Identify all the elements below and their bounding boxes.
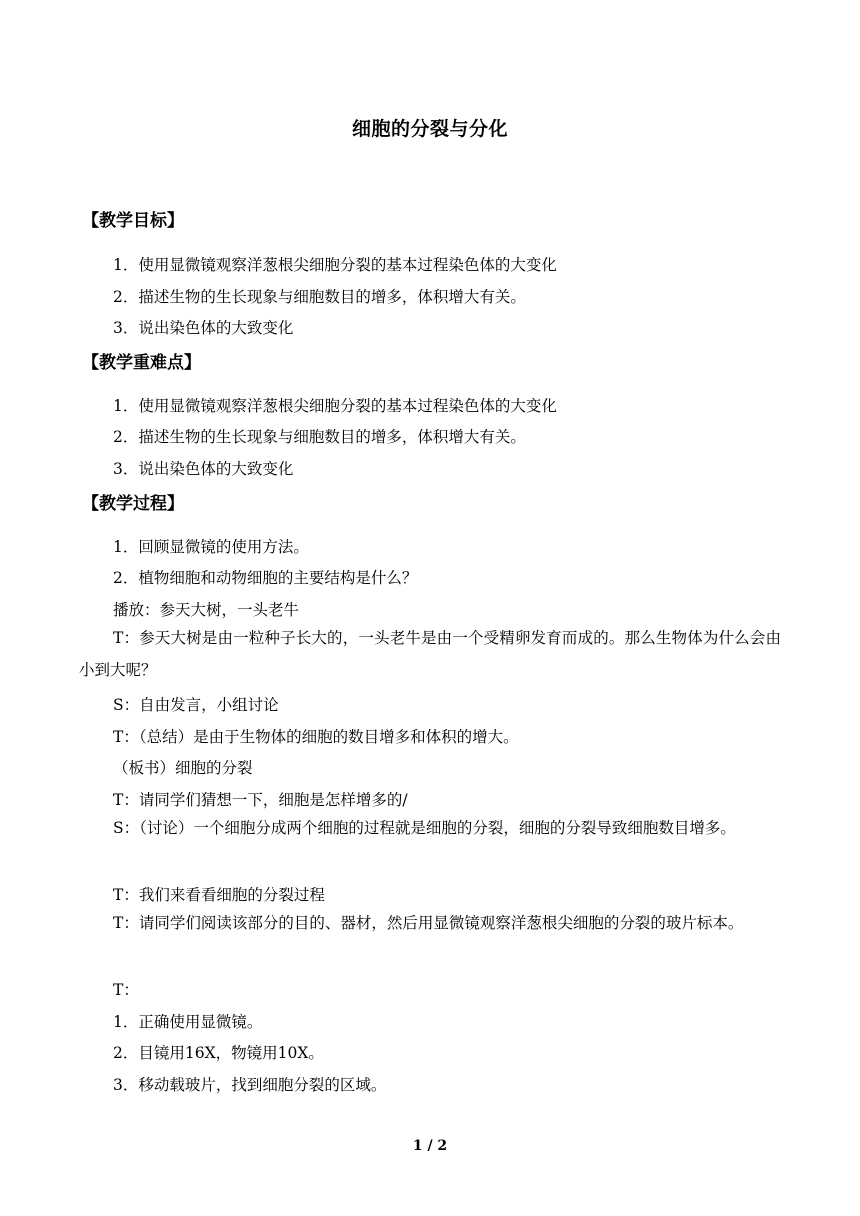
process-line: 2．目镜用16X，物镜用10X。 [113,1044,324,1062]
process-line: S：自由发言，小组讨论 [113,696,279,714]
process-line: 播放：参天大树，一头老牛 [113,601,300,619]
process-paragraph: S：（讨论）一个细胞分成两个细胞的过程就是细胞的分裂，细胞的分裂导致细胞数目增多。 [113,819,736,837]
list-item: 3．说出染色体的大致变化 [113,319,294,337]
process-line: T： [113,981,139,999]
process-line: T：请同学们猜想一下，细胞是怎样增多的/ [113,791,408,809]
section-heading-key-points: 【教学重难点】 [82,353,201,373]
list-item: 2．描述生物的生长现象与细胞数目的增多，体积增大有关。 [113,428,526,446]
process-line: （板书）细胞的分裂 [113,759,253,777]
process-line: 1．正确使用显微镜。 [113,1013,263,1031]
list-item: 1．使用显微镜观察洋葱根尖细胞分裂的基本过程染色体的大变化 [113,397,557,415]
process-paragraph: T：参天大树是由一粒种子长大的，一头老牛是由一个受精卵发育而成的。那么生物体为什么会由小到大呢？ [79,629,781,679]
list-item: 2．描述生物的生长现象与细胞数目的增多，体积增大有关。 [113,288,526,306]
page-title: 细胞的分裂与分化 [351,118,508,140]
list-item: 3．说出染色体的大致变化 [113,460,294,478]
list-item: 1．使用显微镜观察洋葱根尖细胞分裂的基本过程染色体的大变化 [113,256,557,274]
process-line: 2．植物细胞和动物细胞的主要结构是什么？ [113,569,418,587]
process-line: T：我们来看看细胞的分裂过程 [113,886,325,904]
process-paragraph: T：请同学们阅读该部分的目的、器材，然后用显微镜观察洋葱根尖细胞的分裂的玻片标本。 [113,914,744,932]
process-line: 3．移动载玻片，找到细胞分裂的区域。 [113,1076,387,1094]
section-heading-goals: 【教学目标】 [82,211,184,231]
page-number: 1 / 2 [412,1138,448,1154]
process-line: T：（总结）是由于生物体的细胞的数目增多和体积的增大。 [113,728,519,746]
process-line: 1．回顾显微镜的使用方法。 [113,538,309,556]
section-heading-process: 【教学过程】 [82,494,184,514]
